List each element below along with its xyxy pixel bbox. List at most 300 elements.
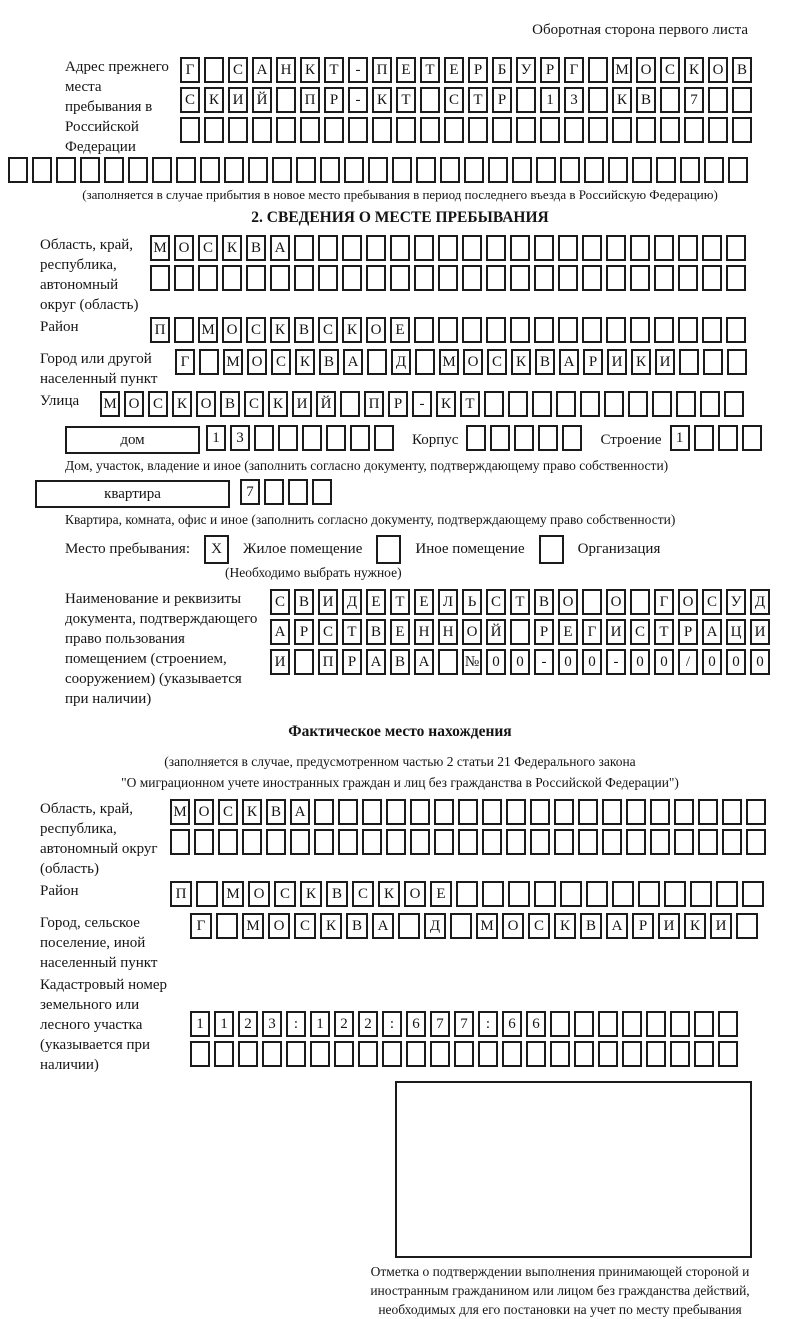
char-cell[interactable]: [338, 799, 358, 825]
char-cell[interactable]: [654, 317, 674, 343]
char-cell[interactable]: [558, 235, 578, 261]
char-cell[interactable]: [698, 829, 718, 855]
char-cell[interactable]: 2: [358, 1011, 378, 1037]
char-cell[interactable]: С: [148, 391, 168, 417]
char-cell[interactable]: К: [268, 391, 288, 417]
char-cell[interactable]: Р: [342, 649, 362, 675]
char-cell[interactable]: Е: [444, 57, 464, 83]
char-cell[interactable]: [612, 881, 634, 907]
char-cell[interactable]: [318, 265, 338, 291]
char-cell[interactable]: [582, 317, 602, 343]
char-cell[interactable]: [574, 1041, 594, 1067]
char-cell[interactable]: [300, 117, 320, 143]
char-cell[interactable]: [564, 117, 584, 143]
char-cell[interactable]: [366, 265, 386, 291]
char-cell[interactable]: [630, 317, 650, 343]
char-cell[interactable]: [410, 829, 430, 855]
char-cell[interactable]: С: [271, 349, 291, 375]
char-cell[interactable]: 2: [238, 1011, 258, 1037]
char-cell[interactable]: Р: [583, 349, 603, 375]
char-cell[interactable]: [238, 1041, 258, 1067]
char-cell[interactable]: [556, 391, 576, 417]
char-cell[interactable]: М: [150, 235, 170, 261]
char-cell[interactable]: А: [290, 799, 310, 825]
char-cell[interactable]: [262, 1041, 282, 1067]
char-cell[interactable]: Т: [342, 619, 362, 645]
char-cell[interactable]: [390, 265, 410, 291]
char-cell[interactable]: К: [295, 349, 315, 375]
checkbox-organization[interactable]: [539, 535, 564, 564]
char-cell[interactable]: [196, 881, 218, 907]
char-cell[interactable]: О: [247, 349, 267, 375]
char-cell[interactable]: А: [270, 235, 290, 261]
char-cell[interactable]: 2: [334, 1011, 354, 1037]
char-cell[interactable]: [630, 589, 650, 615]
char-cell[interactable]: [414, 317, 434, 343]
char-cell[interactable]: [602, 829, 622, 855]
char-cell[interactable]: Е: [366, 589, 386, 615]
char-cell[interactable]: П: [150, 317, 170, 343]
char-cell[interactable]: [534, 265, 554, 291]
char-cell[interactable]: И: [318, 589, 338, 615]
char-cell[interactable]: Й: [316, 391, 336, 417]
char-cell[interactable]: [702, 317, 722, 343]
char-cell[interactable]: И: [270, 649, 290, 675]
char-cell[interactable]: [582, 589, 602, 615]
char-cell[interactable]: Е: [390, 317, 410, 343]
char-cell[interactable]: [718, 1041, 738, 1067]
char-cell[interactable]: [464, 157, 484, 183]
char-cell[interactable]: Р: [534, 619, 554, 645]
char-cell[interactable]: [508, 881, 530, 907]
char-cell[interactable]: [482, 881, 504, 907]
char-cell[interactable]: К: [436, 391, 456, 417]
char-cell[interactable]: [606, 265, 626, 291]
char-cell[interactable]: О: [194, 799, 214, 825]
char-cell[interactable]: И: [228, 87, 248, 113]
char-cell[interactable]: [622, 1041, 642, 1067]
char-cell[interactable]: [650, 799, 670, 825]
char-cell[interactable]: [586, 881, 608, 907]
char-cell[interactable]: [726, 235, 746, 261]
char-cell[interactable]: [670, 1041, 690, 1067]
char-cell[interactable]: [194, 829, 214, 855]
char-cell[interactable]: [420, 87, 440, 113]
char-cell[interactable]: С: [274, 881, 296, 907]
char-cell[interactable]: [434, 799, 454, 825]
char-cell[interactable]: П: [372, 57, 392, 83]
char-cell[interactable]: [732, 117, 752, 143]
char-cell[interactable]: [622, 1011, 642, 1037]
char-cell[interactable]: С: [218, 799, 238, 825]
char-cell[interactable]: [650, 829, 670, 855]
char-cell[interactable]: К: [511, 349, 531, 375]
char-cell[interactable]: В: [535, 349, 555, 375]
char-cell[interactable]: 0: [654, 649, 674, 675]
char-cell[interactable]: Л: [438, 589, 458, 615]
char-cell[interactable]: [574, 1011, 594, 1037]
char-cell[interactable]: [334, 1041, 354, 1067]
char-cell[interactable]: [630, 235, 650, 261]
char-cell[interactable]: Е: [414, 589, 434, 615]
char-cell[interactable]: -: [348, 57, 368, 83]
char-cell[interactable]: [362, 799, 382, 825]
char-cell[interactable]: [180, 117, 200, 143]
char-cell[interactable]: [456, 881, 478, 907]
char-cell[interactable]: Т: [420, 57, 440, 83]
char-cell[interactable]: [276, 117, 296, 143]
char-cell[interactable]: Е: [558, 619, 578, 645]
char-cell[interactable]: 0: [630, 649, 650, 675]
char-cell[interactable]: Т: [460, 391, 480, 417]
char-cell[interactable]: И: [607, 349, 627, 375]
char-cell[interactable]: [746, 799, 766, 825]
char-cell[interactable]: [176, 157, 196, 183]
char-cell[interactable]: С: [228, 57, 248, 83]
char-cell[interactable]: [486, 317, 506, 343]
char-cell[interactable]: [392, 157, 412, 183]
char-cell[interactable]: О: [502, 913, 524, 939]
char-cell[interactable]: [558, 317, 578, 343]
char-cell[interactable]: А: [559, 349, 579, 375]
char-cell[interactable]: [420, 117, 440, 143]
char-cell[interactable]: [340, 391, 360, 417]
char-cell[interactable]: У: [726, 589, 746, 615]
char-cell[interactable]: /: [678, 649, 698, 675]
char-cell[interactable]: [702, 235, 722, 261]
char-cell[interactable]: [450, 913, 472, 939]
char-cell[interactable]: [502, 1041, 522, 1067]
char-cell[interactable]: [530, 799, 550, 825]
char-cell[interactable]: 3: [564, 87, 584, 113]
char-cell[interactable]: [296, 157, 316, 183]
char-cell[interactable]: 6: [502, 1011, 522, 1037]
char-cell[interactable]: [506, 829, 526, 855]
char-cell[interactable]: [406, 1041, 426, 1067]
char-cell[interactable]: [310, 1041, 330, 1067]
char-cell[interactable]: С: [198, 235, 218, 261]
char-cell[interactable]: Т: [654, 619, 674, 645]
char-cell[interactable]: [152, 157, 172, 183]
char-cell[interactable]: П: [318, 649, 338, 675]
char-cell[interactable]: С: [528, 913, 550, 939]
char-cell[interactable]: [516, 117, 536, 143]
char-cell[interactable]: [218, 829, 238, 855]
char-cell[interactable]: [550, 1041, 570, 1067]
char-cell[interactable]: С: [487, 349, 507, 375]
char-cell[interactable]: [680, 157, 700, 183]
char-cell[interactable]: [604, 391, 624, 417]
char-cell[interactable]: [398, 913, 420, 939]
char-cell[interactable]: В: [246, 235, 266, 261]
char-cell[interactable]: [414, 265, 434, 291]
char-cell[interactable]: [344, 157, 364, 183]
char-cell[interactable]: [488, 157, 508, 183]
char-cell[interactable]: [560, 881, 582, 907]
char-cell[interactable]: А: [270, 619, 290, 645]
char-cell[interactable]: Р: [294, 619, 314, 645]
char-cell[interactable]: Т: [324, 57, 344, 83]
char-cell[interactable]: [214, 1041, 234, 1067]
char-cell[interactable]: [698, 799, 718, 825]
char-cell[interactable]: [170, 829, 190, 855]
char-cell[interactable]: [510, 235, 530, 261]
char-cell[interactable]: Н: [414, 619, 434, 645]
char-cell[interactable]: [532, 391, 552, 417]
char-cell[interactable]: [266, 829, 286, 855]
char-cell[interactable]: [582, 265, 602, 291]
char-cell[interactable]: В: [266, 799, 286, 825]
char-cell[interactable]: К: [612, 87, 632, 113]
char-cell[interactable]: [540, 117, 560, 143]
char-cell[interactable]: В: [294, 317, 314, 343]
char-cell[interactable]: [746, 829, 766, 855]
char-cell[interactable]: [606, 317, 626, 343]
char-cell[interactable]: М: [242, 913, 264, 939]
char-cell[interactable]: В: [319, 349, 339, 375]
char-cell[interactable]: 1: [540, 87, 560, 113]
char-cell[interactable]: У: [516, 57, 536, 83]
char-cell[interactable]: [694, 1041, 714, 1067]
char-cell[interactable]: [690, 881, 712, 907]
char-cell[interactable]: 0: [582, 649, 602, 675]
char-cell[interactable]: -: [606, 649, 626, 675]
char-cell[interactable]: [702, 265, 722, 291]
char-cell[interactable]: 0: [750, 649, 770, 675]
char-cell[interactable]: К: [372, 87, 392, 113]
char-cell[interactable]: [468, 117, 488, 143]
char-cell[interactable]: [216, 913, 238, 939]
char-cell[interactable]: Г: [175, 349, 195, 375]
char-cell[interactable]: К: [342, 317, 362, 343]
char-cell[interactable]: [694, 425, 714, 451]
char-cell[interactable]: [390, 235, 410, 261]
char-cell[interactable]: [508, 391, 528, 417]
char-cell[interactable]: И: [658, 913, 680, 939]
char-cell[interactable]: [538, 425, 558, 451]
char-cell[interactable]: [582, 235, 602, 261]
char-cell[interactable]: [438, 649, 458, 675]
char-cell[interactable]: [415, 349, 435, 375]
char-cell[interactable]: [270, 265, 290, 291]
char-cell[interactable]: [204, 57, 224, 83]
char-cell[interactable]: Ц: [726, 619, 746, 645]
char-cell[interactable]: Е: [390, 619, 410, 645]
char-cell[interactable]: [554, 829, 574, 855]
char-cell[interactable]: [416, 157, 436, 183]
char-cell[interactable]: [646, 1011, 666, 1037]
char-cell[interactable]: :: [382, 1011, 402, 1037]
char-cell[interactable]: [678, 235, 698, 261]
char-cell[interactable]: [430, 1041, 450, 1067]
char-cell[interactable]: В: [636, 87, 656, 113]
char-cell[interactable]: О: [636, 57, 656, 83]
char-cell[interactable]: [56, 157, 76, 183]
char-cell[interactable]: [246, 265, 266, 291]
char-cell[interactable]: [684, 117, 704, 143]
char-cell[interactable]: [703, 349, 723, 375]
char-cell[interactable]: [314, 799, 334, 825]
char-cell[interactable]: [636, 117, 656, 143]
char-cell[interactable]: [578, 799, 598, 825]
char-cell[interactable]: Й: [252, 87, 272, 113]
char-cell[interactable]: Е: [430, 881, 452, 907]
char-cell[interactable]: №: [462, 649, 482, 675]
char-cell[interactable]: [276, 87, 296, 113]
char-cell[interactable]: П: [364, 391, 384, 417]
char-cell[interactable]: [736, 913, 758, 939]
char-cell[interactable]: [514, 425, 534, 451]
char-cell[interactable]: Р: [540, 57, 560, 83]
char-cell[interactable]: П: [300, 87, 320, 113]
char-cell[interactable]: С: [294, 913, 316, 939]
char-cell[interactable]: О: [196, 391, 216, 417]
char-cell[interactable]: Е: [396, 57, 416, 83]
char-cell[interactable]: С: [270, 589, 290, 615]
char-cell[interactable]: 7: [240, 479, 260, 505]
char-cell[interactable]: В: [580, 913, 602, 939]
char-cell[interactable]: [732, 87, 752, 113]
char-cell[interactable]: С: [246, 317, 266, 343]
char-cell[interactable]: Р: [632, 913, 654, 939]
char-cell[interactable]: [588, 117, 608, 143]
char-cell[interactable]: [530, 829, 550, 855]
char-cell[interactable]: [584, 157, 604, 183]
char-cell[interactable]: [562, 425, 582, 451]
char-cell[interactable]: Ь: [462, 589, 482, 615]
char-cell[interactable]: [510, 619, 530, 645]
char-cell[interactable]: [288, 479, 308, 505]
char-cell[interactable]: Г: [190, 913, 212, 939]
char-cell[interactable]: [492, 117, 512, 143]
char-cell[interactable]: С: [444, 87, 464, 113]
char-cell[interactable]: [534, 317, 554, 343]
char-cell[interactable]: О: [222, 317, 242, 343]
char-cell[interactable]: И: [655, 349, 675, 375]
char-cell[interactable]: Й: [486, 619, 506, 645]
char-cell[interactable]: [678, 317, 698, 343]
char-cell[interactable]: А: [702, 619, 722, 645]
char-cell[interactable]: В: [346, 913, 368, 939]
char-cell[interactable]: В: [294, 589, 314, 615]
char-cell[interactable]: М: [222, 881, 244, 907]
char-cell[interactable]: Р: [492, 87, 512, 113]
char-cell[interactable]: [438, 317, 458, 343]
char-cell[interactable]: [414, 235, 434, 261]
char-cell[interactable]: К: [320, 913, 342, 939]
char-cell[interactable]: [654, 265, 674, 291]
char-cell[interactable]: [486, 235, 506, 261]
char-cell[interactable]: 6: [406, 1011, 426, 1037]
char-cell[interactable]: [486, 265, 506, 291]
char-cell[interactable]: А: [606, 913, 628, 939]
char-cell[interactable]: [708, 117, 728, 143]
char-cell[interactable]: -: [348, 87, 368, 113]
char-cell[interactable]: К: [204, 87, 224, 113]
char-cell[interactable]: 0: [702, 649, 722, 675]
char-cell[interactable]: [516, 87, 536, 113]
char-cell[interactable]: [458, 829, 478, 855]
char-cell[interactable]: [656, 157, 676, 183]
char-cell[interactable]: 0: [510, 649, 530, 675]
char-cell[interactable]: [462, 235, 482, 261]
char-cell[interactable]: [606, 235, 626, 261]
char-cell[interactable]: [438, 265, 458, 291]
char-cell[interactable]: А: [414, 649, 434, 675]
char-cell[interactable]: [660, 87, 680, 113]
char-cell[interactable]: С: [630, 619, 650, 645]
char-cell[interactable]: [128, 157, 148, 183]
char-cell[interactable]: [462, 317, 482, 343]
char-cell[interactable]: М: [612, 57, 632, 83]
char-cell[interactable]: [190, 1041, 210, 1067]
char-cell[interactable]: Т: [390, 589, 410, 615]
char-cell[interactable]: [294, 235, 314, 261]
char-cell[interactable]: [264, 479, 284, 505]
char-cell[interactable]: К: [300, 881, 322, 907]
char-cell[interactable]: [466, 425, 486, 451]
char-cell[interactable]: 7: [430, 1011, 450, 1037]
char-cell[interactable]: 1: [206, 425, 226, 451]
char-cell[interactable]: [382, 1041, 402, 1067]
char-cell[interactable]: 1: [214, 1011, 234, 1037]
char-cell[interactable]: К: [631, 349, 651, 375]
char-cell[interactable]: А: [343, 349, 363, 375]
char-cell[interactable]: О: [404, 881, 426, 907]
char-cell[interactable]: [272, 157, 292, 183]
char-cell[interactable]: М: [100, 391, 120, 417]
char-cell[interactable]: Р: [468, 57, 488, 83]
char-cell[interactable]: [174, 317, 194, 343]
char-cell[interactable]: [608, 157, 628, 183]
char-cell[interactable]: [434, 829, 454, 855]
char-cell[interactable]: Д: [342, 589, 362, 615]
char-cell[interactable]: С: [486, 589, 506, 615]
char-cell[interactable]: С: [318, 619, 338, 645]
char-cell[interactable]: О: [678, 589, 698, 615]
char-cell[interactable]: [302, 425, 322, 451]
char-cell[interactable]: Д: [391, 349, 411, 375]
char-cell[interactable]: М: [198, 317, 218, 343]
char-cell[interactable]: Г: [180, 57, 200, 83]
char-cell[interactable]: Г: [564, 57, 584, 83]
char-cell[interactable]: [199, 349, 219, 375]
char-cell[interactable]: Т: [468, 87, 488, 113]
char-cell[interactable]: [632, 157, 652, 183]
char-cell[interactable]: К: [684, 913, 706, 939]
char-cell[interactable]: [638, 881, 660, 907]
char-cell[interactable]: [224, 157, 244, 183]
char-cell[interactable]: [294, 265, 314, 291]
char-cell[interactable]: [626, 829, 646, 855]
char-cell[interactable]: [150, 265, 170, 291]
checkbox-other-premises[interactable]: [376, 535, 401, 564]
char-cell[interactable]: [679, 349, 699, 375]
char-cell[interactable]: М: [439, 349, 459, 375]
char-cell[interactable]: [674, 799, 694, 825]
char-cell[interactable]: [727, 349, 747, 375]
char-cell[interactable]: 1: [310, 1011, 330, 1037]
char-cell[interactable]: О: [463, 349, 483, 375]
char-cell[interactable]: К: [270, 317, 290, 343]
char-cell[interactable]: [664, 881, 686, 907]
char-cell[interactable]: [338, 829, 358, 855]
char-cell[interactable]: [462, 265, 482, 291]
char-cell[interactable]: [560, 157, 580, 183]
char-cell[interactable]: О: [606, 589, 626, 615]
char-cell[interactable]: 0: [726, 649, 746, 675]
char-cell[interactable]: Н: [276, 57, 296, 83]
